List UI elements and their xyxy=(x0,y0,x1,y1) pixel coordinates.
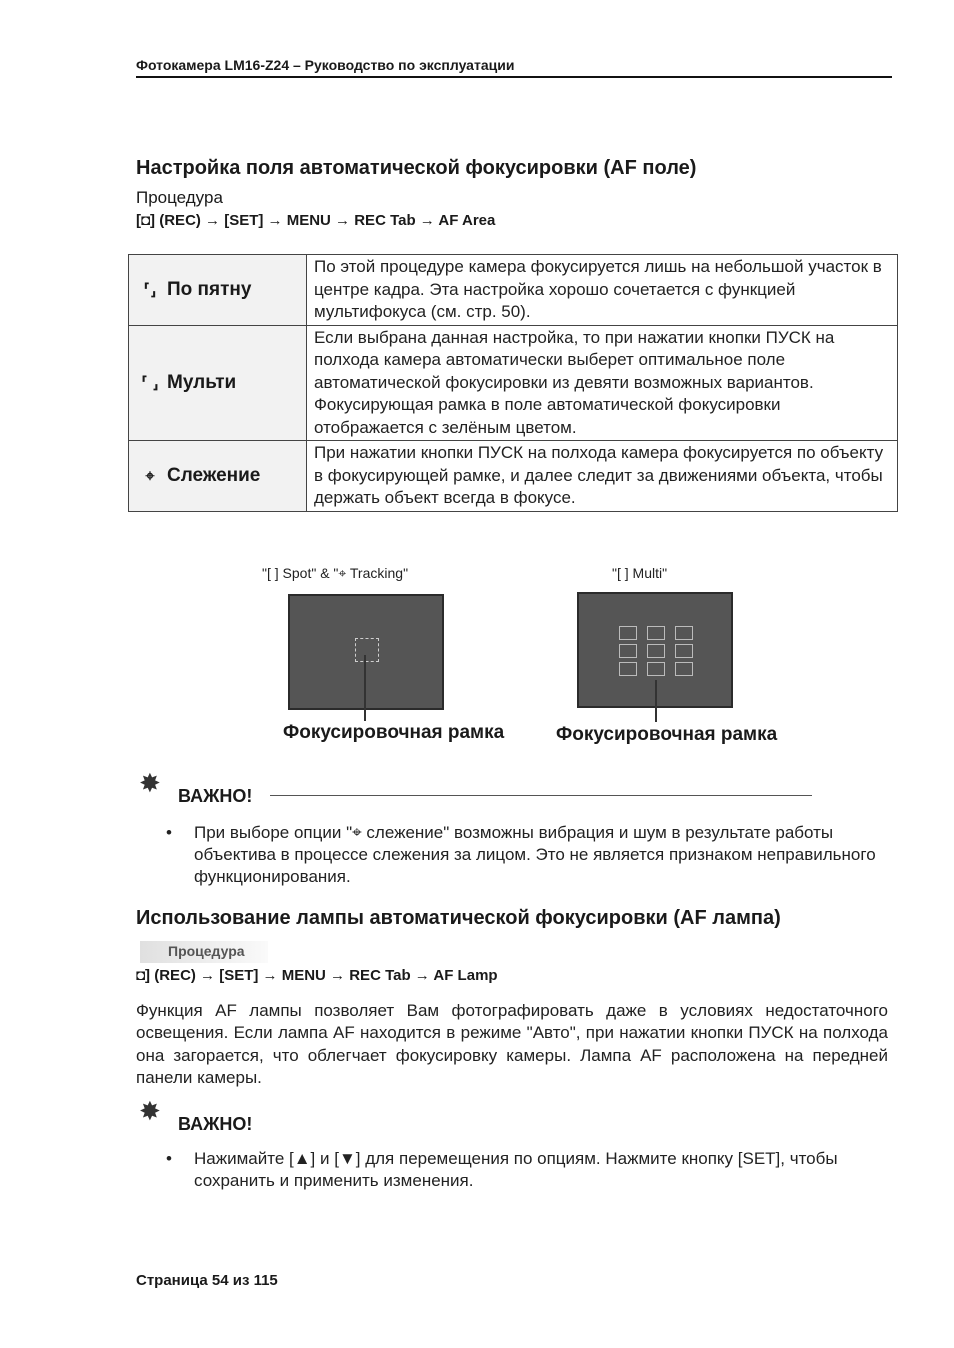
menu-path xyxy=(136,967,498,984)
tracking-icon: ⌖ xyxy=(145,467,155,485)
table-row xyxy=(129,441,898,512)
option-label: По пятну xyxy=(167,278,252,300)
important-text xyxy=(166,1148,888,1192)
spot-screen-preview xyxy=(288,594,444,710)
focus-frame-grid xyxy=(619,626,693,676)
option-cell xyxy=(129,441,307,512)
focus-frame-label: Фокусировочная рамка xyxy=(556,724,778,745)
procedure-label: Процедура xyxy=(136,188,223,207)
af-area-table xyxy=(128,254,898,512)
spot-frame-icon: ⸢⸥ xyxy=(143,281,157,299)
option-cell xyxy=(129,255,307,326)
option-label: Мульти xyxy=(167,371,237,393)
option-cell xyxy=(129,325,307,441)
important-rule xyxy=(270,795,812,796)
section-title-af-area: Настройка поля автоматической фокусировки (AF поле) xyxy=(136,157,697,179)
spot-tracking-caption: "[ ] Spot" & "⌖ Tracking" xyxy=(262,565,409,581)
menu-path-text: (REC) → [SET] → MENU → REC Tab → AF Area xyxy=(159,212,496,229)
option-description: При нажатии кнопки ПУСК на полхода камера фокусируется по объекту в фокусирующей рамке, и далее следит за движениями объекта, чтобы держать объект всегда в фокусе. xyxy=(307,441,898,512)
camera-icon: [◘] xyxy=(136,212,156,229)
header-rule xyxy=(136,76,892,78)
procedure-label: Процедура xyxy=(140,941,268,963)
page-header: Фотокамера LM16-Z24 – Руководство по эксплуатации xyxy=(136,57,515,73)
important-heading: ВАЖНО! xyxy=(178,1114,253,1134)
leader-line xyxy=(364,655,366,721)
focus-frame-spot xyxy=(355,638,379,662)
bullet-dot: • xyxy=(166,823,172,842)
focus-frame-label: Фокусировочная рамка xyxy=(283,722,505,743)
section-title-af-lamp: Использование лампы автоматической фокусировки (AF лампа) xyxy=(136,907,781,929)
leader-line xyxy=(655,680,657,722)
multi-frame-icon: ⸢ ⸥ xyxy=(141,374,159,392)
bullet-dot: • xyxy=(166,1149,172,1168)
important-icon: ✸ xyxy=(139,768,161,798)
menu-path xyxy=(136,212,495,229)
menu-path-text: (REC) → [SET] → MENU → REC Tab → AF Lamp xyxy=(154,967,498,984)
important-text xyxy=(166,822,888,888)
af-lamp-paragraph: Функция AF лампы позволяет Вам фотографировать даже в условиях недостаточного освещения. Если лампа AF находится в режиме "Авто", при нажатии кнопки ПУСК на полхода она загорается, что облегчает фокусировку камеры. Лампа AF расположена на передней панели камеры. xyxy=(136,1001,888,1087)
option-label: Слежение xyxy=(167,464,261,486)
camera-icon: ◘] xyxy=(136,967,151,984)
table-row xyxy=(129,255,898,326)
table-row xyxy=(129,325,898,441)
option-description: По этой процедуре камера фокусируется лишь на небольшой участок в центре кадра. Эта настройка хорошо сочетается с функцией мультифокуса (см. стр. 50). xyxy=(307,255,898,326)
important-icon: ✸ xyxy=(139,1096,161,1126)
bullet-text: При выборе опции "⌖ слежение" возможны вибрация и шум в результате работы объектива в процессе слежения за лицом. Это не является признаком неправильного функционирования. xyxy=(194,823,876,886)
option-description: Если выбрана данная настройка, то при нажатии кнопки ПУСК на полхода камера автоматически выберет оптимальное поле автоматической фокусировки из девяти возможных вариантов. Фокусирующая рамка в поле автоматической фокусировки отображается с зелёным цветом. xyxy=(307,325,898,441)
important-heading: ВАЖНО! xyxy=(178,786,253,806)
multi-caption: "[ ] Multi" xyxy=(612,565,668,581)
page-number: Страница 54 из 115 xyxy=(136,1272,278,1289)
bullet-text: Нажимайте [▲] и [▼] для перемещения по опциям. Нажмите кнопку [SET], чтобы сохранить и применить изменения. xyxy=(194,1149,838,1190)
